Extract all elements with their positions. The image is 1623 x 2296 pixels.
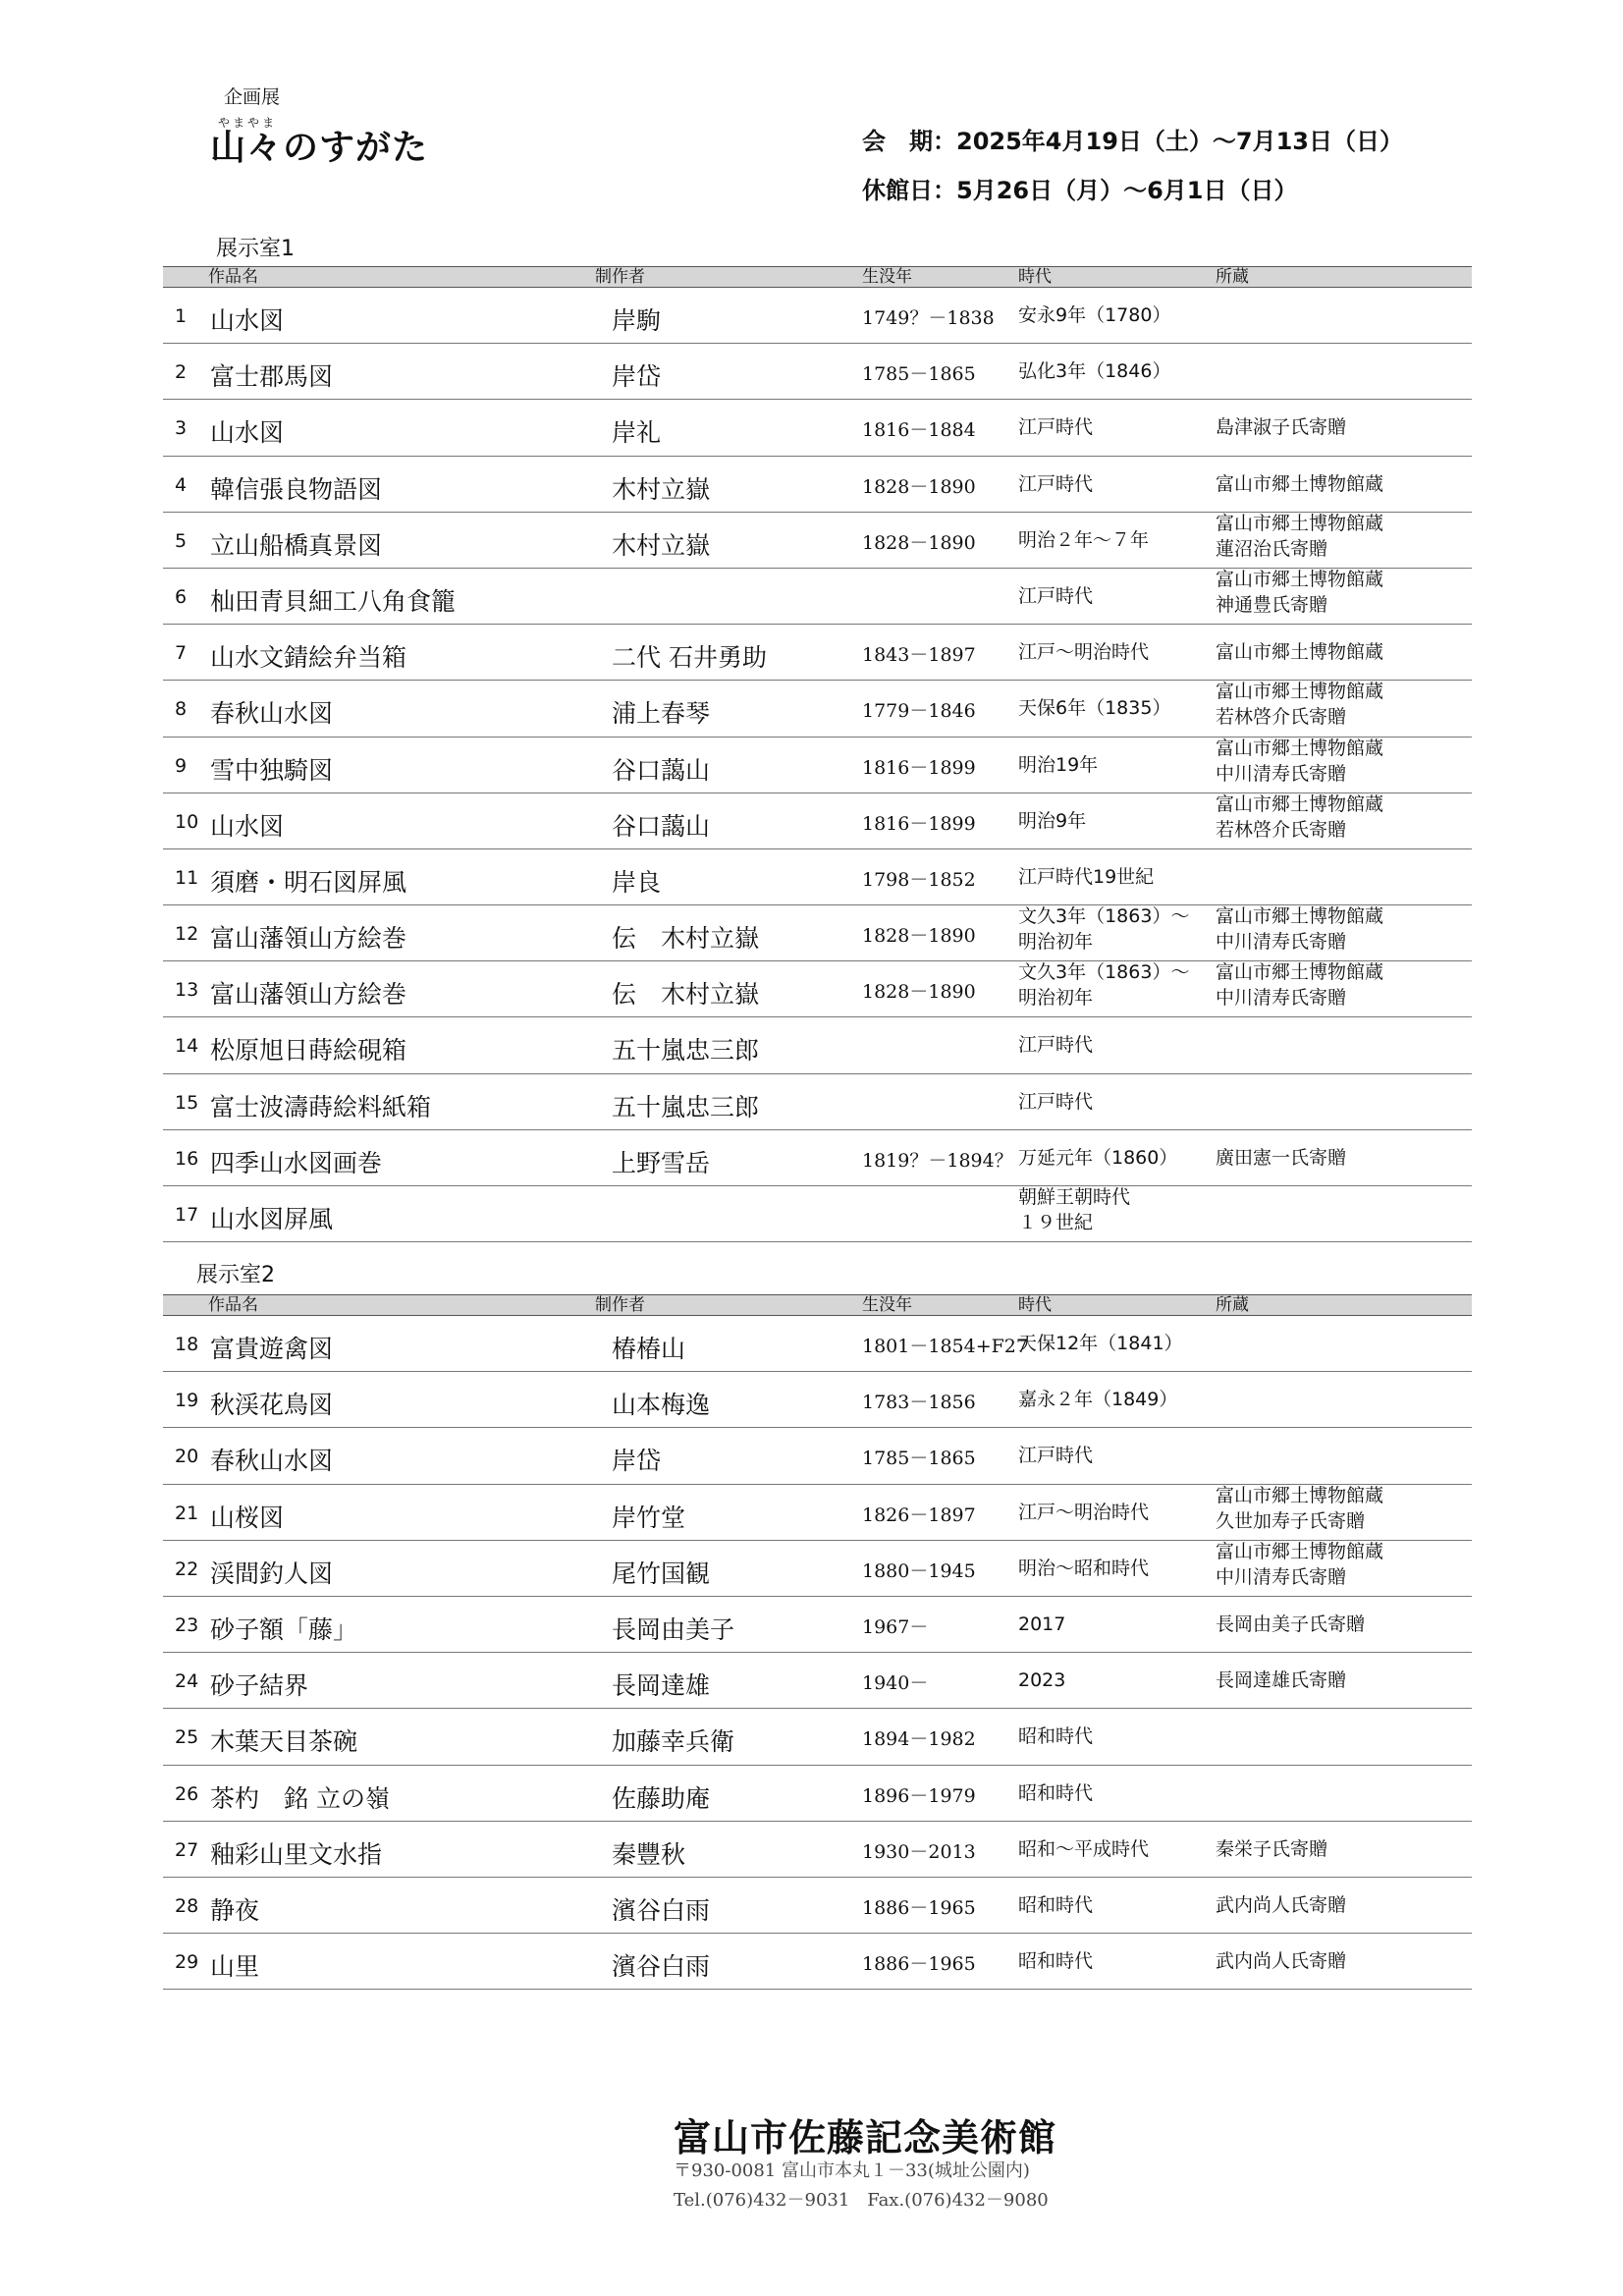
life-dates: 1967－: [862, 1615, 929, 1638]
row-number: 27: [175, 1838, 199, 1861]
era-line: 弘化3年（1846）: [1018, 360, 1171, 383]
closed-days: 休館日：5月26日（月）～6月1日（日）: [862, 177, 1298, 204]
room2-title: 展示室2: [196, 1263, 275, 1287]
era-line: 昭和時代: [1018, 1893, 1094, 1916]
artwork-title: 山里: [210, 1952, 260, 1982]
table-row: [163, 513, 1472, 569]
artwork-title: 立山船橋真景図: [210, 530, 383, 560]
artwork-title: 杣田青貝細工八角食籠: [210, 586, 457, 616]
artwork-title: 山水図: [210, 306, 285, 335]
era-line: 嘉永２年（1849）: [1018, 1389, 1178, 1411]
artist-name: 谷口藹山: [612, 755, 711, 785]
artist-name: 長岡由美子: [612, 1614, 735, 1644]
col-collection: 所蔵: [1216, 1295, 1249, 1315]
collection-line: 中川清寿氏寄贈: [1216, 1565, 1347, 1588]
table-row: [163, 1766, 1472, 1822]
row-number: 18: [175, 1334, 199, 1355]
artwork-title: 山水図: [210, 811, 285, 841]
row-number: 20: [175, 1446, 199, 1468]
era-line: 江戸時代19世紀: [1018, 865, 1155, 888]
life-dates: 1816－1899: [862, 756, 976, 779]
collection-line: 富山市郷土博物館蔵: [1216, 472, 1384, 495]
collection-line: 中川清寿氏寄贈: [1216, 762, 1347, 785]
artwork-title: 釉彩山里文水指: [210, 1839, 383, 1869]
artwork-title: 山水文錆絵弁当箱: [210, 643, 407, 673]
table-row: [163, 793, 1472, 849]
life-dates: 1828－1890: [862, 925, 976, 948]
artwork-title: 山水図屏風: [210, 1205, 334, 1233]
artist-name: 山本梅逸: [612, 1391, 711, 1420]
table-row: [163, 1878, 1472, 1934]
table-row: [163, 1485, 1472, 1541]
artwork-title: 渓間釣人図: [210, 1558, 334, 1588]
table-row: [163, 849, 1472, 905]
era-line: 2017: [1018, 1613, 1066, 1635]
life-dates: 1798－1852: [862, 868, 976, 891]
artwork-title: 富貴遊禽図: [210, 1335, 334, 1363]
collection-line: 富山市郷土博物館蔵: [1216, 681, 1384, 703]
artwork-title: 春秋山水図: [210, 699, 334, 729]
row-number: 9: [175, 754, 188, 777]
artwork-title: 四季山水図画巻: [210, 1148, 383, 1177]
era-line: 江戸時代: [1018, 1090, 1094, 1113]
row-number: 26: [175, 1782, 199, 1805]
artist-name: 濱谷白雨: [612, 1895, 711, 1925]
artist-name: 長岡達雄: [612, 1671, 711, 1701]
life-dates: 1843－1897: [862, 644, 976, 667]
artist-name: 岸駒: [612, 306, 662, 335]
table-row: [163, 1372, 1472, 1428]
artist-name: 木村立嶽: [612, 530, 711, 560]
life-dates: 1930－2013: [862, 1840, 976, 1863]
collection-line: 富山市郷土博物館蔵: [1216, 1540, 1384, 1562]
table-row: [163, 1653, 1472, 1709]
artist-name: 岸礼: [612, 418, 662, 448]
artwork-title: 山桜図: [210, 1503, 285, 1532]
artwork-title: 山水図: [210, 418, 285, 448]
life-dates: 1828－1890: [862, 475, 976, 498]
artist-name: 加藤幸兵衛: [612, 1727, 735, 1757]
artwork-title: 砂子額「藤」: [210, 1614, 358, 1644]
life-dates: 1886－1965: [862, 1896, 976, 1919]
artwork-title: 富士波濤蒔絵料紙箱: [210, 1092, 432, 1121]
era-line: 文久3年（1863）～: [1018, 961, 1190, 984]
artist-name: 佐藤助庵: [612, 1783, 711, 1813]
artist-name: 五十嵐忠三郎: [612, 1036, 760, 1066]
era-line: １９世紀: [1018, 1212, 1094, 1233]
row-number: 5: [175, 529, 188, 552]
exhibition-period: 会 期：2025年4月19日（土）～7月13日（日）: [862, 128, 1403, 155]
table-row: [163, 1428, 1472, 1484]
artwork-title: 春秋山水図: [210, 1447, 334, 1476]
collection-line: 富山市郷土博物館蔵: [1216, 641, 1384, 664]
artwork-title: 静夜: [210, 1895, 260, 1925]
collection-line: 廣田憲一氏寄贈: [1216, 1146, 1347, 1169]
era-line: 明治19年: [1018, 753, 1099, 776]
life-dates: 1886－1965: [862, 1953, 976, 1976]
era-line: 江戸時代: [1018, 472, 1094, 495]
artist-name: 上野雪岳: [612, 1148, 711, 1177]
row-number: 25: [175, 1726, 199, 1749]
row-number: 2: [175, 361, 188, 384]
artwork-title: 富山藩領山方絵巻: [210, 980, 407, 1010]
collection-line: 富山市郷土博物館蔵: [1216, 905, 1384, 928]
life-dates: 1826－1897: [862, 1503, 976, 1526]
artist-name: 岸竹堂: [612, 1503, 686, 1532]
collection-line: 富山市郷土博物館蔵: [1216, 568, 1384, 590]
row-number: 17: [175, 1204, 199, 1226]
row-number: 28: [175, 1894, 199, 1917]
life-dates: 1828－1890: [862, 531, 976, 554]
row-number: 29: [175, 1951, 199, 1974]
artwork-title: 雪中独騎図: [210, 755, 334, 785]
room2-column-header: [163, 1294, 1472, 1316]
collection-line: 神通豊氏寄贈: [1216, 593, 1328, 616]
museum-name: 富山市佐藤記念美術館: [674, 2115, 1057, 2159]
artist-name: 岸良: [612, 867, 662, 897]
row-number: 1: [175, 305, 188, 327]
room2-table: [163, 1316, 1472, 1990]
era-line: 文久3年（1863）～: [1018, 905, 1190, 928]
era-line: 明治～昭和時代: [1018, 1557, 1150, 1579]
era-line: 明治２年～７年: [1018, 528, 1150, 551]
artwork-title: 須磨・明石図屏風: [210, 867, 407, 897]
table-row: [163, 961, 1472, 1017]
collection-line: 富山市郷土博物館蔵: [1216, 1484, 1384, 1506]
life-dates: 1880－1945: [862, 1559, 976, 1582]
row-number: 4: [175, 473, 188, 496]
artist-name: 濱谷白雨: [612, 1952, 711, 1982]
table-row: [163, 569, 1472, 625]
exhibition-label: 企画展: [224, 86, 281, 108]
table-row: [163, 1822, 1472, 1878]
life-dates: 1779－1846: [862, 700, 976, 723]
col-artist: 制作者: [595, 267, 645, 287]
life-dates: 1749？－1838: [862, 307, 995, 329]
artist-name: 岸岱: [612, 1447, 662, 1476]
era-line: 朝鮮王朝時代: [1018, 1186, 1131, 1208]
era-line: 江戸時代: [1018, 416, 1094, 439]
table-row: [163, 1316, 1472, 1372]
artwork-title: 松原旭日蒔絵硯箱: [210, 1036, 407, 1066]
life-dates: 1816－1899: [862, 812, 976, 835]
era-line: 安永9年（1780）: [1018, 304, 1171, 326]
col-dates: 生没年: [862, 1295, 912, 1315]
table-row: [163, 1541, 1472, 1597]
collection-line: 富山市郷土博物館蔵: [1216, 512, 1384, 534]
life-dates: 1819？－1894？: [862, 1149, 1013, 1172]
era-line: 明治初年: [1018, 987, 1094, 1010]
era-line: 昭和時代: [1018, 1725, 1094, 1748]
table-row: [163, 457, 1472, 513]
table-row: [163, 1017, 1472, 1073]
row-number: 3: [175, 417, 188, 440]
collection-line: 蓮沼治氏寄贈: [1216, 537, 1328, 560]
collection-line: 富山市郷土博物館蔵: [1216, 961, 1384, 984]
col-era: 時代: [1018, 1295, 1052, 1315]
life-dates: 1785－1865: [862, 1448, 976, 1470]
era-line: 昭和～平成時代: [1018, 1837, 1150, 1860]
table-row: [163, 344, 1472, 400]
artwork-title: 秋渓花鳥図: [210, 1391, 334, 1420]
title-ruby: やまやま: [218, 116, 278, 130]
row-number: 16: [175, 1147, 199, 1170]
life-dates: 1785－1865: [862, 363, 976, 386]
museum-contact: Tel.(076)432－9031 Fax.(076)432－9080: [674, 2190, 1049, 2211]
life-dates: 1894－1982: [862, 1728, 976, 1751]
artist-name: 伝 木村立嶽: [612, 924, 760, 954]
era-line: 万延元年（1860）: [1018, 1146, 1178, 1169]
artwork-title: 砂子結界: [210, 1671, 309, 1701]
collection-line: 武内尚人氏寄贈: [1216, 1950, 1347, 1973]
room1-title: 展示室1: [216, 237, 295, 261]
era-line: 江戸～明治時代: [1018, 1501, 1150, 1523]
col-dates: 生没年: [862, 267, 912, 287]
artwork-title: 富士郡馬図: [210, 362, 334, 392]
era-line: 2023: [1018, 1669, 1066, 1692]
table-row: [163, 1934, 1472, 1990]
artist-name: 秦豐秋: [612, 1839, 686, 1869]
artist-name: 二代 石井勇助: [612, 643, 767, 673]
era-line: 昭和時代: [1018, 1781, 1094, 1804]
collection-line: 長岡由美子氏寄贈: [1216, 1613, 1366, 1635]
table-row: [163, 288, 1472, 344]
room1-column-header: [163, 266, 1472, 288]
row-number: 6: [175, 585, 188, 608]
collection-line: 中川清寿氏寄贈: [1216, 931, 1347, 954]
artwork-title: 木葉天目茶碗: [210, 1727, 358, 1757]
era-line: 江戸時代: [1018, 1445, 1094, 1467]
col-title: 作品名: [208, 267, 258, 287]
artist-name: 谷口藹山: [612, 811, 711, 841]
era-line: 明治初年: [1018, 931, 1094, 954]
artist-name: 尾竹国観: [612, 1558, 711, 1588]
table-row: [163, 400, 1472, 456]
museum-address: 〒930-0081 富山市本丸１－33(城址公園内): [674, 2160, 1030, 2181]
table-row: [163, 1597, 1472, 1653]
life-dates: 1940－: [862, 1672, 929, 1695]
life-dates: 1783－1856: [862, 1392, 976, 1414]
room1-table: [163, 288, 1472, 1242]
collection-line: 中川清寿氏寄贈: [1216, 987, 1347, 1010]
life-dates: 1801－1854+F27: [862, 1336, 1028, 1357]
page-title: 山々のすがた: [210, 128, 429, 168]
row-number: 21: [175, 1502, 199, 1524]
artist-name: 伝 木村立嶽: [612, 980, 760, 1010]
era-line: 天保12年（1841）: [1018, 1333, 1183, 1354]
row-number: 12: [175, 923, 199, 946]
row-number: 10: [175, 810, 199, 833]
collection-line: 若林啓介氏寄贈: [1216, 706, 1347, 729]
collection-line: 島津淑子氏寄贈: [1216, 416, 1347, 439]
era-line: 昭和時代: [1018, 1950, 1094, 1973]
artist-name: 岸岱: [612, 362, 662, 392]
collection-line: 富山市郷土博物館蔵: [1216, 793, 1384, 815]
row-number: 24: [175, 1670, 199, 1693]
artist-name: 浦上春琴: [612, 699, 711, 729]
table-row: [163, 1130, 1472, 1186]
artist-name: 五十嵐忠三郎: [612, 1092, 760, 1121]
row-number: 7: [175, 642, 188, 665]
col-artist: 制作者: [595, 1295, 645, 1315]
artwork-title: 韓信張良物語図: [210, 474, 383, 504]
col-era: 時代: [1018, 267, 1052, 287]
row-number: 13: [175, 979, 199, 1002]
col-collection: 所蔵: [1216, 267, 1249, 287]
artist-name: 木村立嶽: [612, 474, 711, 504]
life-dates: 1828－1890: [862, 981, 976, 1004]
artist-name: 椿椿山: [612, 1335, 686, 1363]
collection-line: 富山市郷土博物館蔵: [1216, 737, 1384, 759]
row-number: 8: [175, 698, 188, 721]
row-number: 14: [175, 1035, 199, 1058]
life-dates: 1816－1884: [862, 419, 976, 442]
collection-line: 若林啓介氏寄贈: [1216, 818, 1347, 841]
era-line: 江戸時代: [1018, 584, 1094, 607]
row-number: 15: [175, 1091, 199, 1114]
row-number: 22: [175, 1558, 199, 1580]
artwork-title: 富山藩領山方絵巻: [210, 924, 407, 954]
row-number: 19: [175, 1390, 199, 1412]
table-row: [163, 738, 1472, 793]
table-row: [163, 1709, 1472, 1765]
era-line: 天保6年（1835）: [1018, 697, 1171, 720]
table-row: [163, 1074, 1472, 1130]
row-number: 23: [175, 1613, 199, 1636]
era-line: 江戸～明治時代: [1018, 641, 1150, 664]
table-row: [163, 905, 1472, 961]
table-row: [163, 681, 1472, 737]
row-number: 11: [175, 866, 199, 889]
table-row: [163, 625, 1472, 681]
life-dates: 1896－1979: [862, 1784, 976, 1807]
collection-line: 長岡達雄氏寄贈: [1216, 1669, 1347, 1692]
col-title: 作品名: [208, 1295, 258, 1315]
collection-line: 久世加寿子氏寄贈: [1216, 1509, 1366, 1532]
table-row: [163, 1186, 1472, 1242]
collection-line: 秦栄子氏寄贈: [1216, 1837, 1328, 1860]
era-line: 江戸時代: [1018, 1034, 1094, 1057]
artwork-title: 茶杓 銘 立の嶺: [210, 1783, 390, 1813]
collection-line: 武内尚人氏寄贈: [1216, 1893, 1347, 1916]
era-line: 明治9年: [1018, 809, 1087, 832]
